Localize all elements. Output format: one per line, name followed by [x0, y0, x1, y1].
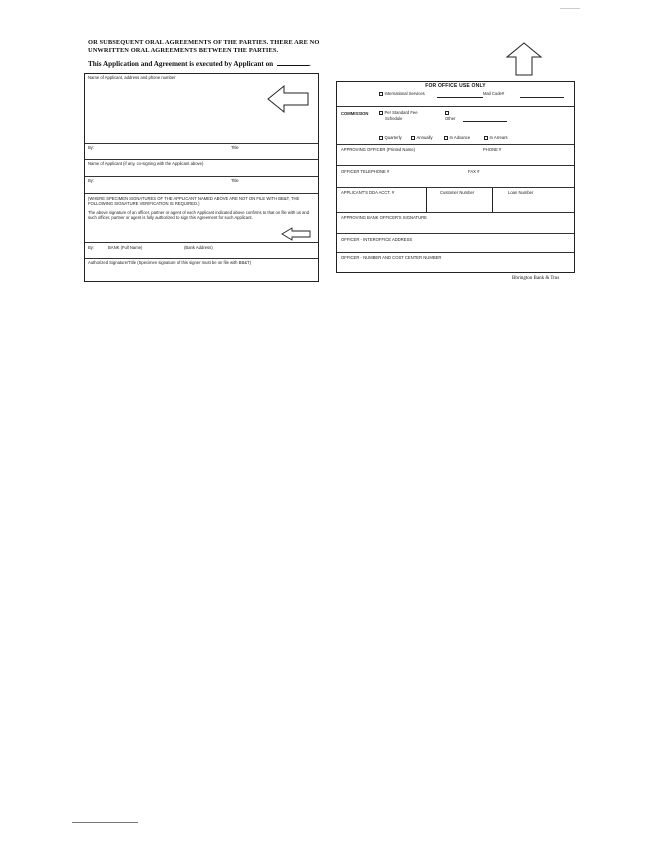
approving-signature-label: APPROVING BANK OFFICER'S SIGNATURE: [341, 215, 427, 220]
page-footer-rule: [72, 822, 138, 823]
by-label-1: By:: [88, 145, 95, 150]
by-label-2: By:: [88, 178, 95, 183]
international-services-field[interactable]: [437, 97, 483, 98]
execution-date-field[interactable]: [277, 65, 309, 66]
other-field[interactable]: [463, 121, 507, 122]
co-applicant-row[interactable]: [85, 160, 318, 177]
account-divider-1: [426, 188, 427, 213]
in-advance-label: In Advance: [449, 135, 471, 140]
in-arrears-checkbox[interactable]: [484, 136, 488, 140]
co-applicant-label: Name of Applicant (if any, co-signing with the Applicant above): [88, 161, 204, 166]
bank-name-footer: Bbrington Bank & Trus: [512, 276, 560, 281]
signature-row-2[interactable]: [85, 177, 318, 194]
officer-telephone-row[interactable]: [337, 166, 574, 188]
office-use-title: FOR OFFICE USE ONLY: [425, 83, 486, 89]
arrow-left-icon: [281, 227, 311, 241]
other-checkbox[interactable]: [445, 111, 449, 115]
international-services-option[interactable]: [379, 91, 425, 96]
annually-checkbox[interactable]: [411, 136, 415, 140]
loan-number-label: Loan Number: [508, 190, 534, 195]
other-label: Other: [445, 116, 456, 121]
executed-text: This Application and Agreement is executed by Applicant on: [88, 60, 274, 68]
commission-row: [337, 107, 574, 145]
in-advance-checkbox[interactable]: [444, 136, 448, 140]
bank-address-label: (Bank Address): [184, 245, 213, 250]
signature-confirmation-text: The above signature of an officer, partner or agent of each Applicant indicated above confirms to that on file with us and such officer, partner or agent is fully authorized to sign this Agreement for such Applicant.: [88, 210, 310, 220]
approving-officer-row[interactable]: [337, 145, 574, 166]
executed-end: .: [308, 60, 311, 68]
quarterly-label: Quarterly: [384, 135, 402, 140]
title-label-2: Title: [231, 178, 239, 183]
cost-center-row[interactable]: [337, 253, 574, 272]
dda-acct-label: APPLICANT'S DDA ACCT. #: [341, 190, 395, 195]
interoffice-address-row[interactable]: [337, 234, 574, 253]
quarterly-checkbox[interactable]: [379, 136, 383, 140]
account-divider-2: [492, 188, 493, 213]
applicant-label: Name of Applicant, address and phone number: [88, 75, 176, 80]
authorized-signature-row[interactable]: [85, 259, 318, 281]
commission-label: COMMISSION: [341, 111, 369, 116]
annually-option[interactable]: [411, 135, 433, 140]
applicant-signature-form: [84, 73, 319, 282]
fax-label: FAX #: [468, 169, 480, 174]
account-numbers-row: [337, 188, 574, 213]
approving-signature-row[interactable]: [337, 213, 574, 234]
per-standard-fee-checkbox[interactable]: [379, 111, 383, 115]
interoffice-address-label: OFFICER - INTEROFFICE ADDRESS: [341, 237, 413, 242]
international-services-checkbox[interactable]: [379, 92, 383, 96]
per-standard-fee-label: Per Standard Fee: [384, 110, 418, 115]
title-label-1: Title: [231, 145, 239, 150]
officer-telephone-label: OFFICER TELEPHONE #: [341, 169, 390, 174]
bank-signature-row[interactable]: [85, 243, 318, 259]
arrow-left-icon: [267, 84, 309, 114]
applicant-info-row[interactable]: [85, 74, 318, 144]
other-checkbox-wrap[interactable]: [445, 110, 451, 115]
in-arrears-option[interactable]: [484, 135, 508, 140]
annually-label: Annually: [416, 135, 433, 140]
quarterly-option[interactable]: [379, 135, 402, 140]
scan-artifact: [560, 8, 580, 9]
office-use-form: [336, 81, 575, 273]
mail-code-field[interactable]: [520, 97, 564, 98]
customer-number-label: Customer Number: [440, 190, 475, 195]
arrow-up-icon: [505, 42, 543, 76]
bank-full-name-label: BANK (Full Name): [108, 245, 143, 250]
executed-statement: [88, 60, 311, 68]
cost-center-label: OFFICER - NUMBER AND COST CENTER NUMBER: [341, 255, 442, 260]
specimen-notice: (WHERE SPECIMEN SIGNATURES OF THE APPLICANT NAMED ABOVE ARE NOT ON FILE WITH BB&T, THE FOLLOWING SIGNATURE VERIFICATION IS REQUIRED.): [88, 196, 300, 206]
international-services-label: International Services: [384, 91, 425, 96]
phone-label: PHONE #: [483, 147, 502, 152]
approving-officer-label: APPROVING OFFICER (Printed Name): [341, 147, 415, 152]
authorized-signature-label: Authorized Signature/Title (Specimen signature of this signer must be on file with BB&T): [88, 260, 252, 265]
international-row: [337, 82, 574, 107]
per-standard-fee-option[interactable]: [379, 110, 418, 115]
specimen-verification-row: [85, 194, 318, 243]
in-arrears-label: In Arrears: [489, 135, 508, 140]
agreements-statement: OR SUBSEQUENT ORAL AGREEMENTS OF THE PARTIES. THERE ARE NO UNWRITTEN ORAL AGREEMENTS BETWEEN THE PARTIES.: [88, 39, 320, 54]
in-advance-option[interactable]: [444, 135, 470, 140]
mail-code-label: Mail Code#: [483, 91, 505, 96]
schedule-label: Schedule: [385, 116, 403, 121]
by-label-bank: By:: [88, 245, 95, 250]
signature-row-1[interactable]: [85, 144, 318, 160]
